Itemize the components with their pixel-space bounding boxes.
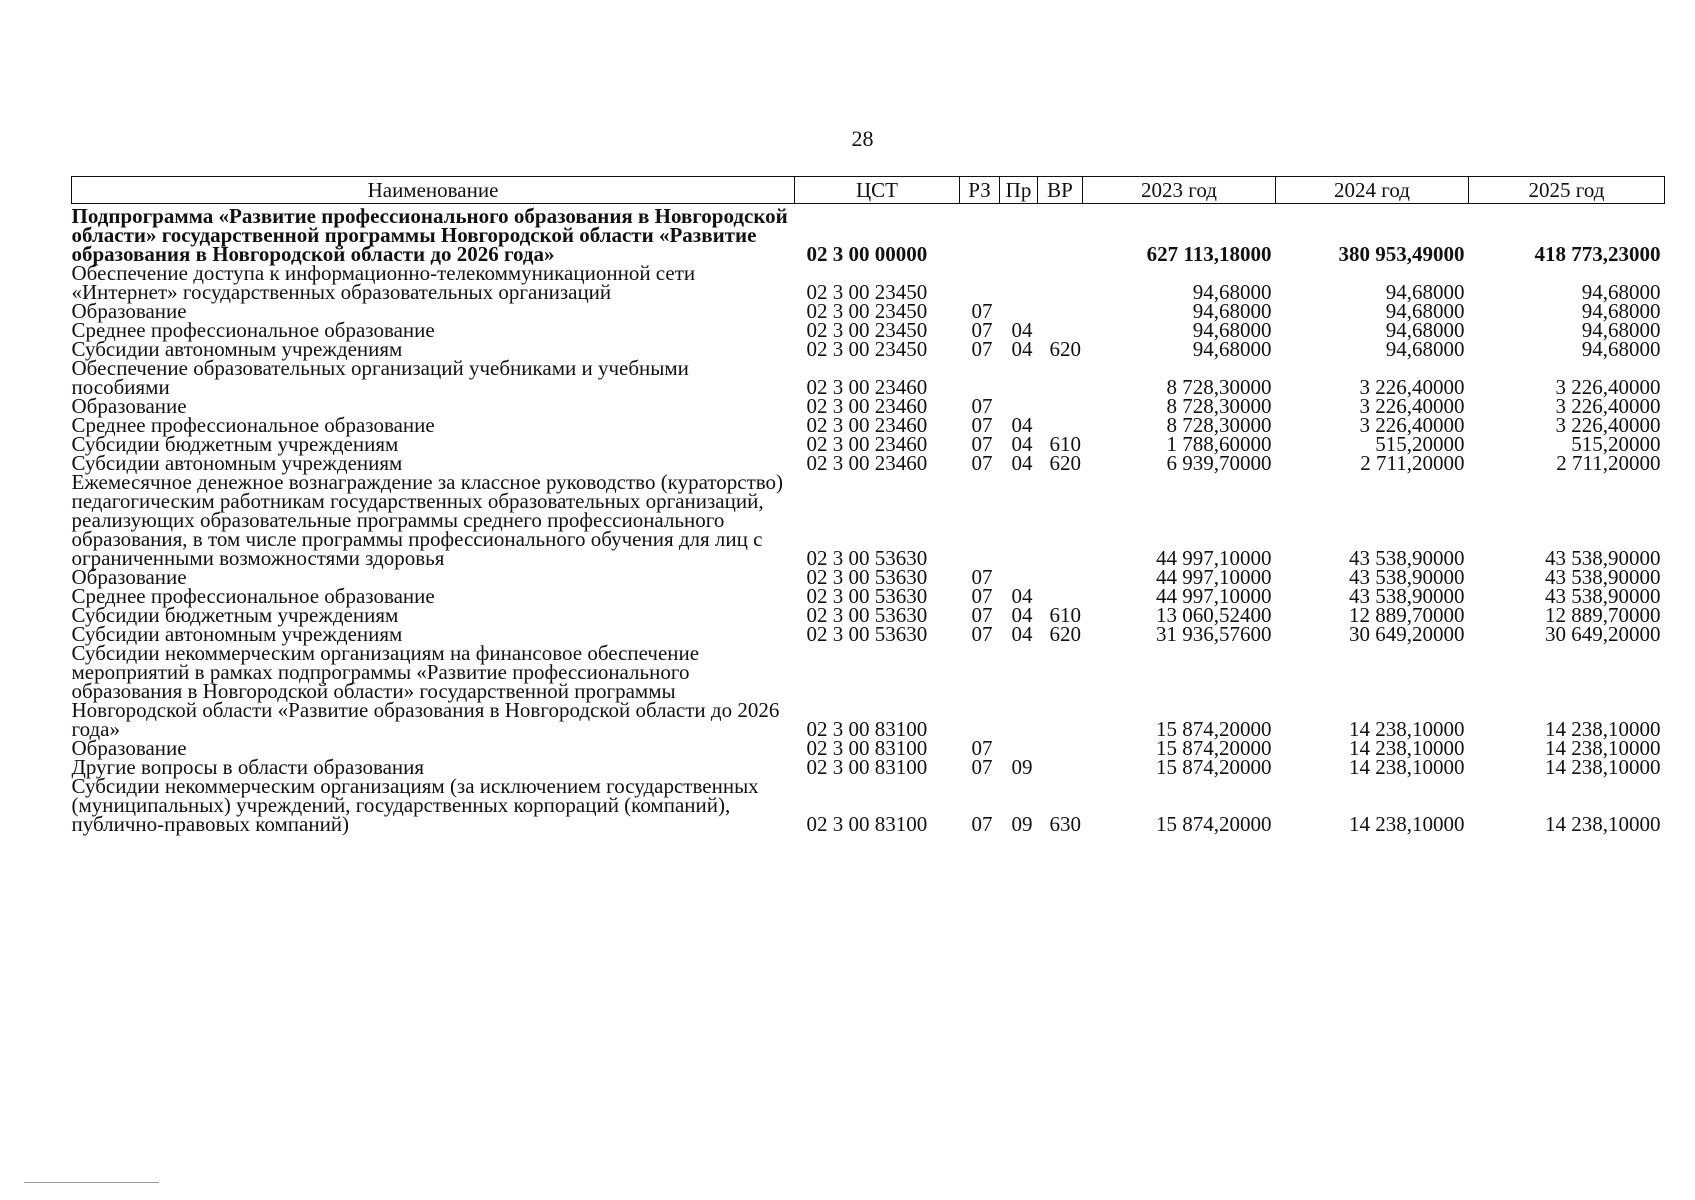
row-2024: 94,68000 xyxy=(1385,318,1465,342)
row-2024: 94,68000 xyxy=(1385,337,1465,361)
row-2025: 3 226,40000 xyxy=(1555,394,1661,418)
row-name: Другие вопросы в области образования xyxy=(71,755,425,779)
row-2023: 94,68000 xyxy=(1192,299,1272,323)
row-pr: 04 xyxy=(1011,622,1033,646)
row-name: Ежемесячное денежное вознаграждение за классное руководство (кураторство) педагогическим работникам государственных образовательных организаций, реализующих образовательные программы среднего профессионального образования, в том числе программы профессионального обучения для лиц с ограниченными возможностями здоровья xyxy=(71,470,784,570)
row-cst: 02 3 00 83100 xyxy=(806,812,928,836)
row-name: Среднее профессиональное образование xyxy=(71,584,435,608)
row-2023: 1 788,60000 xyxy=(1166,432,1272,456)
row-rz: 07 xyxy=(971,812,993,836)
row-cst: 02 3 00 23460 xyxy=(806,451,928,475)
row-2023: 8 728,30000 xyxy=(1166,375,1272,399)
row-cst: 02 3 00 23450 xyxy=(806,318,928,342)
row-2023: 8 728,30000 xyxy=(1166,413,1272,437)
table-row xyxy=(72,644,1665,739)
row-rz: 07 xyxy=(971,394,993,418)
row-2024: 43 538,90000 xyxy=(1349,584,1465,608)
row-2025: 14 238,10000 xyxy=(1545,812,1661,836)
row-vr xyxy=(1038,302,1083,321)
row-2025: 14 238,10000 xyxy=(1545,717,1661,741)
row-2024: 14 238,10000 xyxy=(1349,717,1465,741)
row-cst: 02 3 00 23460 xyxy=(806,413,928,437)
table-row xyxy=(72,359,1665,397)
row-2024: 380 953,49000 xyxy=(1338,242,1465,266)
row-cst: 02 3 00 53630 xyxy=(806,603,928,627)
row-2023: 627 113,18000 xyxy=(1146,242,1272,266)
row-2025: 3 226,40000 xyxy=(1555,375,1661,399)
row-vr: 610 xyxy=(1049,432,1081,456)
row-rz: 07 xyxy=(971,603,993,627)
row-cst: 02 3 00 23460 xyxy=(806,394,928,418)
row-2023: 31 936,57600 xyxy=(1156,622,1272,646)
row-2024: 12 889,70000 xyxy=(1349,603,1465,627)
row-pr xyxy=(1000,264,1038,302)
row-name: Образование xyxy=(71,394,187,418)
row-name: Субсидии автономным учреждениям xyxy=(71,622,403,646)
row-2024: 3 226,40000 xyxy=(1359,375,1465,399)
row-2023: 15 874,20000 xyxy=(1156,717,1272,741)
row-2024: 43 538,90000 xyxy=(1349,546,1465,570)
row-vr xyxy=(1038,359,1083,397)
row-2024: 94,68000 xyxy=(1385,280,1465,304)
row-2025: 14 238,10000 xyxy=(1545,736,1661,760)
table-row xyxy=(72,777,1665,834)
row-2025: 3 226,40000 xyxy=(1555,413,1661,437)
row-cst: 02 3 00 83100 xyxy=(806,755,928,779)
row-2024: 14 238,10000 xyxy=(1349,812,1465,836)
row-pr: 04 xyxy=(1011,603,1033,627)
table-body xyxy=(72,204,1665,835)
row-rz: 07 xyxy=(971,413,993,437)
row-name: Субсидии бюджетным учреждениям xyxy=(71,603,399,627)
row-vr: 610 xyxy=(1049,603,1081,627)
row-2025: 94,68000 xyxy=(1581,318,1661,342)
row-2025: 515,20000 xyxy=(1571,432,1661,456)
row-cst: 02 3 00 53630 xyxy=(806,565,928,589)
row-pr xyxy=(1000,644,1038,739)
row-2023: 8 728,30000 xyxy=(1166,394,1272,418)
row-name: Субсидии бюджетным учреждениям xyxy=(71,432,399,456)
row-2023: 15 874,20000 xyxy=(1156,755,1272,779)
table-row xyxy=(72,473,1665,568)
row-name: Образование xyxy=(71,736,187,760)
row-vr xyxy=(1038,739,1083,758)
row-2025: 94,68000 xyxy=(1581,337,1661,361)
row-rz xyxy=(960,473,1000,568)
header-2024: 2024 год xyxy=(1276,177,1469,204)
row-2025: 12 889,70000 xyxy=(1545,603,1661,627)
row-vr xyxy=(1038,264,1083,302)
row-cst: 02 3 00 23450 xyxy=(806,337,928,361)
row-vr xyxy=(1038,644,1083,739)
row-2025: 30 649,20000 xyxy=(1545,622,1661,646)
row-name: Субсидии автономным учреждениям xyxy=(71,337,403,361)
row-2024: 14 238,10000 xyxy=(1349,755,1465,779)
row-2024: 3 226,40000 xyxy=(1359,394,1465,418)
row-cst: 02 3 00 23450 xyxy=(806,280,928,304)
row-2024: 30 649,20000 xyxy=(1349,622,1465,646)
footer-divider xyxy=(24,1182,159,1183)
row-rz: 07 xyxy=(971,337,993,361)
row-rz: 07 xyxy=(971,451,993,475)
row-vr xyxy=(1038,204,1083,265)
row-pr: 09 xyxy=(1011,812,1033,836)
row-pr xyxy=(1000,204,1038,265)
row-cst: 02 3 00 83100 xyxy=(806,717,928,741)
row-pr: 04 xyxy=(1011,318,1033,342)
row-rz xyxy=(960,644,1000,739)
row-cst: 02 3 00 83100 xyxy=(806,736,928,760)
row-name: Субсидии некоммерческим организациям (за исключением государственных (муниципальных) учреждений, государственных корпораций (компаний), публично-правовых компаний) xyxy=(71,774,759,836)
row-vr xyxy=(1038,568,1083,587)
table-row xyxy=(72,204,1665,265)
budget-table xyxy=(71,176,1665,834)
row-rz: 07 xyxy=(971,432,993,456)
table-row xyxy=(72,264,1665,302)
row-2024: 3 226,40000 xyxy=(1359,413,1465,437)
header-2023: 2023 год xyxy=(1083,177,1276,204)
row-name: Обеспечение образовательных организаций учебниками и учебными пособиями xyxy=(71,356,689,399)
header-2025: 2025 год xyxy=(1469,177,1665,204)
row-rz xyxy=(960,204,1000,265)
row-2024: 2 711,20000 xyxy=(1360,451,1465,475)
row-vr: 630 xyxy=(1049,812,1081,836)
row-pr: 04 xyxy=(1011,413,1033,437)
row-pr: 04 xyxy=(1011,432,1033,456)
row-name: Субсидии автономным учреждениям xyxy=(71,451,403,475)
row-rz xyxy=(960,264,1000,302)
row-2025: 94,68000 xyxy=(1581,299,1661,323)
row-rz: 07 xyxy=(971,584,993,608)
page-number: 28 xyxy=(851,126,874,151)
row-2023: 94,68000 xyxy=(1192,280,1272,304)
row-2025: 43 538,90000 xyxy=(1545,565,1661,589)
row-vr xyxy=(1038,397,1083,416)
row-2024: 94,68000 xyxy=(1385,299,1465,323)
row-2025: 14 238,10000 xyxy=(1545,755,1661,779)
row-cst: 02 3 00 53630 xyxy=(806,622,928,646)
row-2023: 13 060,52400 xyxy=(1156,603,1272,627)
row-2025: 43 538,90000 xyxy=(1545,546,1661,570)
header-pr: Пр xyxy=(1000,177,1038,204)
row-rz: 07 xyxy=(971,299,993,323)
row-name: Среднее профессиональное образование xyxy=(71,318,435,342)
row-vr: 620 xyxy=(1049,337,1081,361)
row-2025: 94,68000 xyxy=(1581,280,1661,304)
row-2023: 15 874,20000 xyxy=(1156,736,1272,760)
row-2023: 44 997,10000 xyxy=(1156,546,1272,570)
row-2023: 94,68000 xyxy=(1192,318,1272,342)
row-cst: 02 3 00 23450 xyxy=(806,299,928,323)
row-name: Субсидии некоммерческим организациям на финансовое обеспечение мероприятий в рамках подпрограммы «Развитие профессионального образования в Новгородской области» государственной программы Новгородской области «Развитие образования в Новгородской области до 2026 года» xyxy=(71,641,780,741)
row-cst: 02 3 00 23460 xyxy=(806,432,928,456)
row-2024: 43 538,90000 xyxy=(1349,565,1465,589)
header-cst: ЦСТ xyxy=(795,177,960,204)
row-pr: 04 xyxy=(1011,337,1033,361)
header-name: Наименование xyxy=(72,177,795,204)
row-rz: 07 xyxy=(971,736,993,760)
row-pr: 04 xyxy=(1011,584,1033,608)
row-2023: 15 874,20000 xyxy=(1156,812,1272,836)
row-pr: 09 xyxy=(1011,755,1033,779)
row-name: Обеспечение доступа к информационно-телекоммуникационной сети «Интернет» государственных образовательных организаций xyxy=(71,261,696,304)
row-rz: 07 xyxy=(971,565,993,589)
row-name: Образование xyxy=(71,299,187,323)
header-vr: ВР xyxy=(1038,177,1083,204)
row-cst: 02 3 00 00000 xyxy=(806,242,928,266)
row-vr: 620 xyxy=(1049,451,1081,475)
row-vr xyxy=(1038,758,1083,777)
row-name: Подпрограмма «Развитие профессионального образования в Новгородской области» государственной программы Новгородской области «Развитие образования в Новгородской области до 2026 года» xyxy=(71,204,788,266)
header-rz: РЗ xyxy=(960,177,1000,204)
row-pr xyxy=(1000,473,1038,568)
row-rz: 07 xyxy=(971,622,993,646)
row-rz xyxy=(960,359,1000,397)
row-cst: 02 3 00 23460 xyxy=(806,375,928,399)
row-rz: 07 xyxy=(971,318,993,342)
row-2025: 418 773,23000 xyxy=(1534,242,1661,266)
row-cst: 02 3 00 53630 xyxy=(806,584,928,608)
row-vr: 620 xyxy=(1049,622,1081,646)
row-pr: 04 xyxy=(1011,451,1033,475)
row-2023: 44 997,10000 xyxy=(1156,584,1272,608)
row-name: Среднее профессиональное образование xyxy=(71,413,435,437)
row-vr xyxy=(1038,473,1083,568)
row-2023: 44 997,10000 xyxy=(1156,565,1272,589)
row-2024: 515,20000 xyxy=(1375,432,1465,456)
row-2024: 14 238,10000 xyxy=(1349,736,1465,760)
row-2023: 94,68000 xyxy=(1192,337,1272,361)
row-cst: 02 3 00 53630 xyxy=(806,546,928,570)
row-rz: 07 xyxy=(971,755,993,779)
row-name: Образование xyxy=(71,565,187,589)
row-2023: 6 939,70000 xyxy=(1166,451,1272,475)
row-pr xyxy=(1000,359,1038,397)
table-header-row xyxy=(72,177,1665,204)
row-2025: 43 538,90000 xyxy=(1545,584,1661,608)
row-2025: 2 711,20000 xyxy=(1556,451,1661,475)
